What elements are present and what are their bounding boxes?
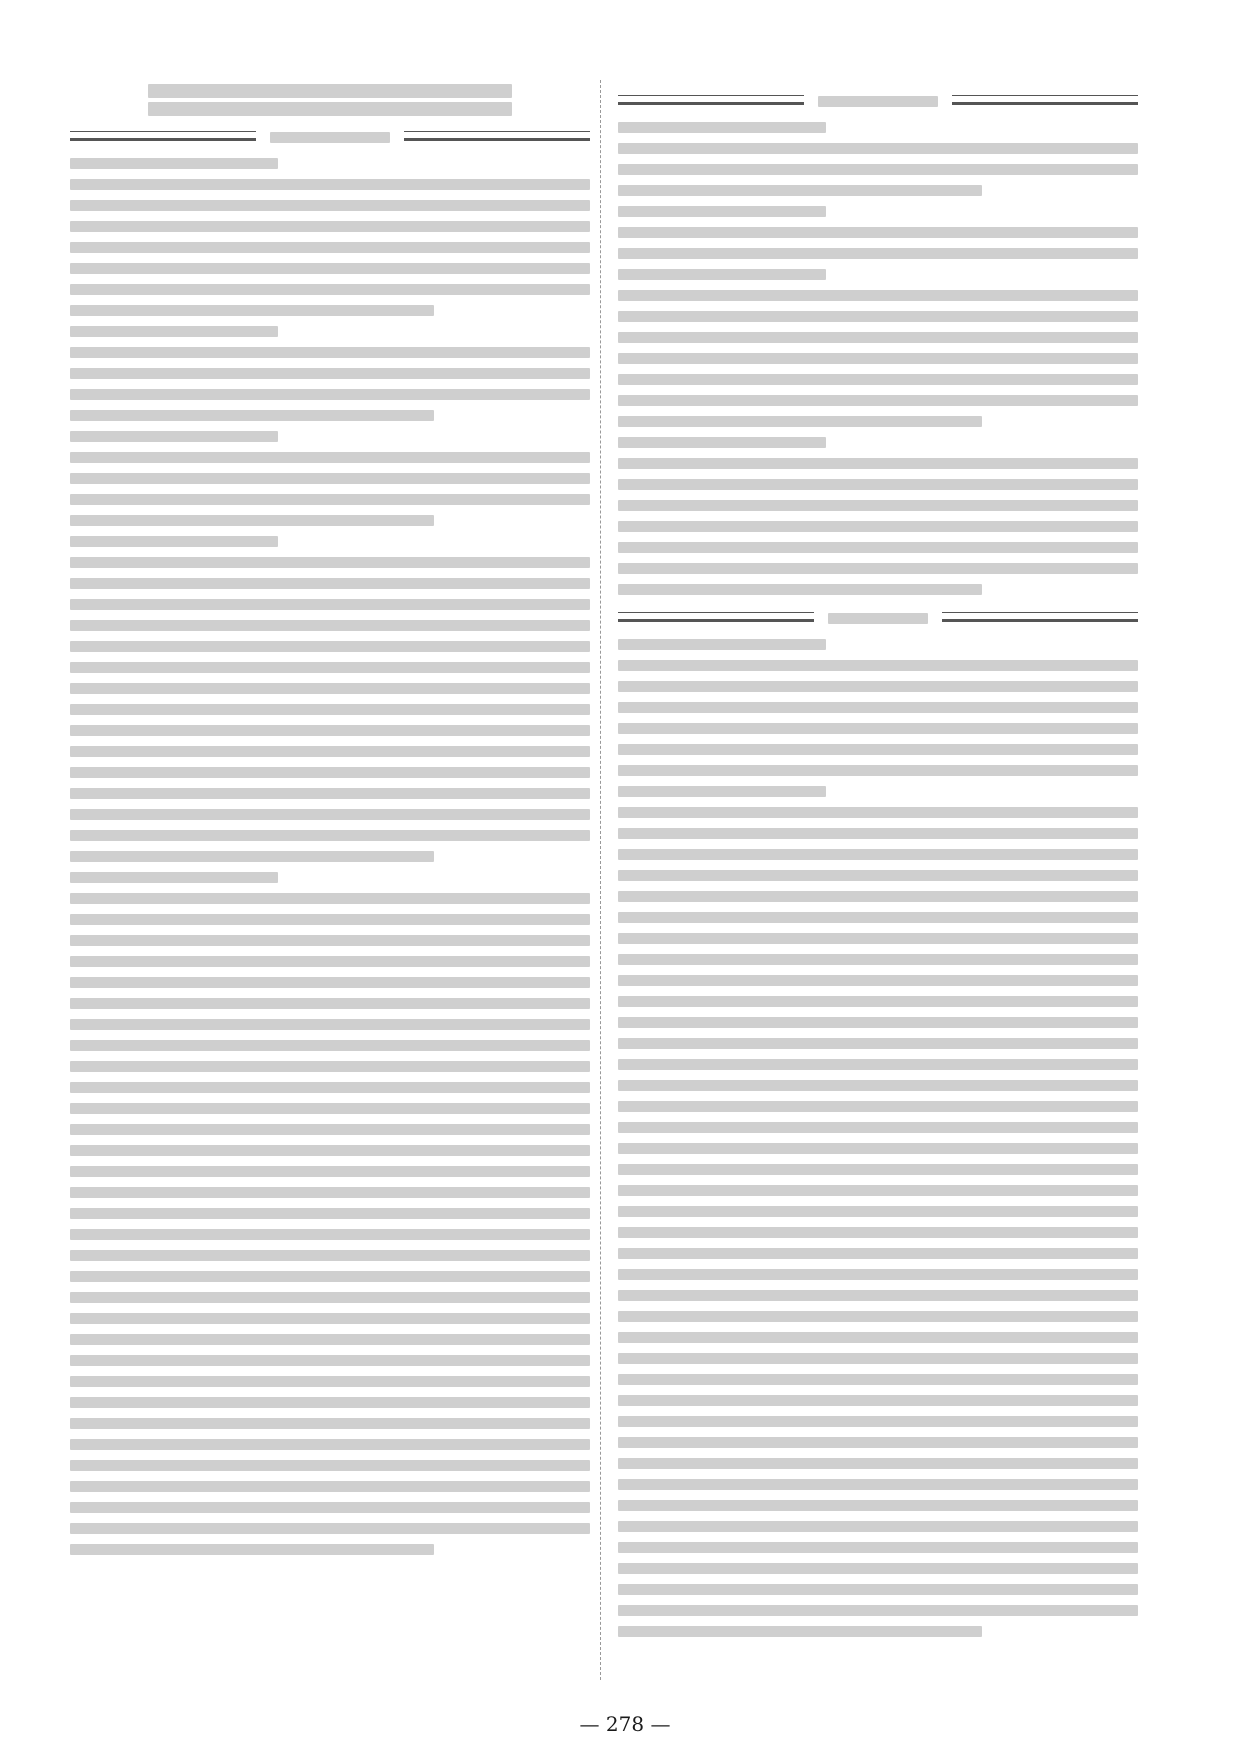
banner <box>618 605 1138 629</box>
banner <box>70 124 590 148</box>
text-block <box>618 639 1138 1637</box>
column-divider <box>600 80 601 1680</box>
left-column <box>70 80 590 1690</box>
section-title <box>70 84 590 98</box>
page-number-value: 278 <box>605 1712 645 1736</box>
page-number: — 278 — <box>579 1712 671 1736</box>
right-column <box>618 80 1138 1690</box>
lesson-title <box>70 102 590 116</box>
text-block <box>70 158 590 1555</box>
banner <box>618 88 1138 112</box>
text-block <box>618 122 1138 595</box>
